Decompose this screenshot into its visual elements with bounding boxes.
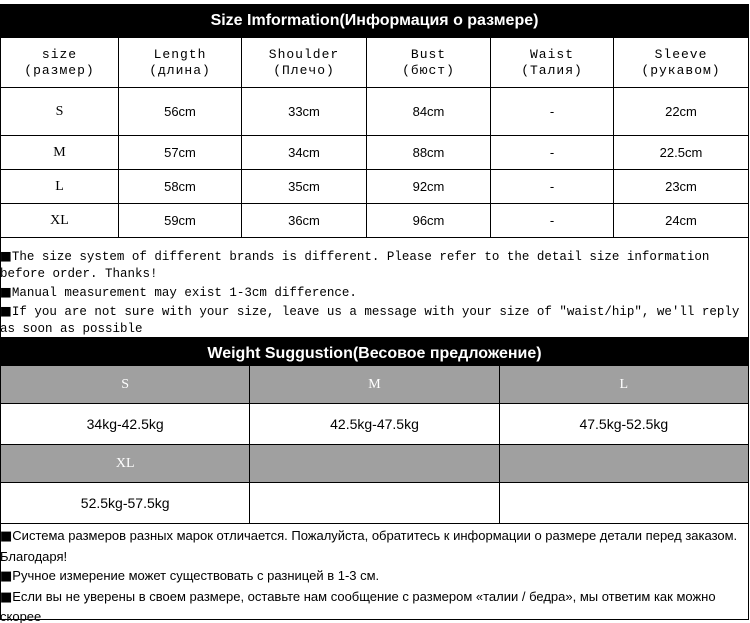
- table-row: [1, 136, 749, 170]
- weight-range-cell: 34kg-42.5kg: [1, 404, 250, 445]
- size-cell: XL: [1, 204, 119, 238]
- russian-note-item: ■Если вы не уверены в своем размере, оставьте нам сообщение с размером «талии / бедра», мы ответим как можно скорее: [0, 588, 716, 623]
- size-table: [0, 37, 749, 238]
- column-header-sleeve: Sleeve (рукавом): [614, 38, 749, 88]
- waist-cell: -: [491, 170, 614, 204]
- size-information-title-text: Size Imformation(Информация о размере): [210, 11, 539, 29]
- size-cell: S: [1, 88, 119, 136]
- square-bullet-icon: ■: [0, 284, 12, 299]
- weight-range-cell: [250, 483, 499, 524]
- bust-cell: 84cm: [367, 88, 491, 136]
- weight-range-cell: 52.5kg-57.5kg: [1, 483, 250, 524]
- table-row: [1, 170, 749, 204]
- size-cell: L: [1, 170, 119, 204]
- square-bullet-icon: ■: [0, 529, 13, 544]
- weight-suggestion-title-text: Weight Suggustion(Весовое предложение): [207, 344, 542, 362]
- column-header-bust: Bust (бюст): [367, 38, 491, 88]
- shoulder-cell: 34cm: [242, 136, 367, 170]
- sleeve-cell: 22cm: [614, 88, 749, 136]
- weight-range-cell: [499, 483, 748, 524]
- size-information-title: [0, 4, 749, 37]
- shoulder-cell: 36cm: [242, 204, 367, 238]
- shoulder-cell: 35cm: [242, 170, 367, 204]
- weight-size-cell: L: [499, 366, 748, 404]
- english-note-item: ■If you are not sure with your size, leave us a message with your size of "waist/hip", we'll reply as soon as possible: [0, 303, 740, 336]
- russian-notes: [0, 526, 749, 623]
- english-note-item: ■Manual measurement may exist 1-3cm difference.: [0, 284, 357, 300]
- table-row: [1, 204, 749, 238]
- square-bullet-icon: ■: [0, 248, 12, 263]
- weight-table: [0, 365, 749, 524]
- sleeve-cell: 24cm: [614, 204, 749, 238]
- weight-size-cell: [250, 445, 499, 483]
- bust-cell: 96cm: [367, 204, 491, 238]
- weight-size-row: [1, 366, 749, 404]
- waist-cell: -: [491, 136, 614, 170]
- weight-range-cell: 42.5kg-47.5kg: [250, 404, 499, 445]
- sleeve-cell: 23cm: [614, 170, 749, 204]
- weight-range-cell: 47.5kg-52.5kg: [499, 404, 748, 445]
- sleeve-cell: 22.5cm: [614, 136, 749, 170]
- length-cell: 59cm: [119, 204, 242, 238]
- weight-value-row: [1, 404, 749, 445]
- weight-value-row: [1, 483, 749, 524]
- table-row: [1, 88, 749, 136]
- length-cell: 58cm: [119, 170, 242, 204]
- weight-size-cell: [499, 445, 748, 483]
- length-cell: 57cm: [119, 136, 242, 170]
- bust-cell: 92cm: [367, 170, 491, 204]
- bust-cell: 88cm: [367, 136, 491, 170]
- column-header-length: Length (длина): [119, 38, 242, 88]
- weight-size-row: [1, 445, 749, 483]
- column-header-size: size (размер): [1, 38, 119, 88]
- square-bullet-icon: ■: [0, 569, 13, 584]
- waist-cell: -: [491, 204, 614, 238]
- russian-note-item: ■Система размеров разных марок отличается. Пожалуйста, обратитесь к информации о размере детали перед заказом. Благодаря!: [0, 528, 738, 564]
- length-cell: 56cm: [119, 88, 242, 136]
- shoulder-cell: 33cm: [242, 88, 367, 136]
- weight-size-cell: M: [250, 366, 499, 404]
- column-header-waist: Waist (Талия): [491, 38, 614, 88]
- waist-cell: -: [491, 88, 614, 136]
- english-note-item: ■The size system of different brands is different. Please refer to the detail size information before order. Thanks!: [0, 248, 710, 281]
- russian-note-item: ■Ручное измерение может существовать с разницей в 1-3 см.: [0, 568, 380, 584]
- square-bullet-icon: ■: [0, 303, 12, 318]
- weight-size-cell: S: [1, 366, 250, 404]
- column-header-shoulder: Shoulder (Плечо): [242, 38, 367, 88]
- english-notes: [0, 247, 749, 338]
- size-table-header-row: [1, 38, 749, 88]
- weight-size-cell: XL: [1, 445, 250, 483]
- size-cell: M: [1, 136, 119, 170]
- square-bullet-icon: ■: [0, 589, 13, 605]
